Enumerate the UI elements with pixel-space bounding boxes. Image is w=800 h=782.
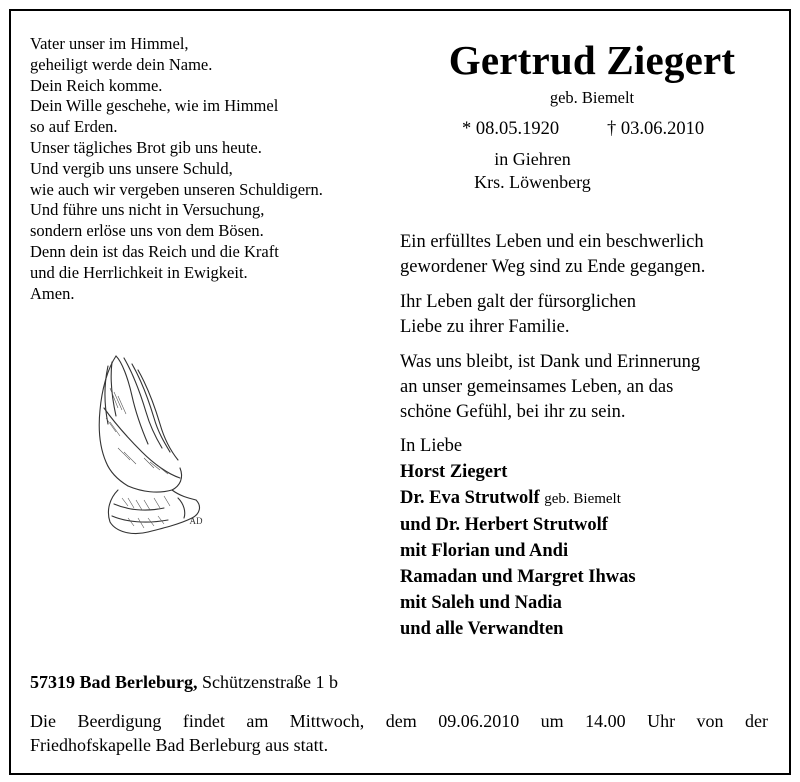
funeral-notice [30, 709, 768, 757]
mourner-name: und alle Verwandten [400, 619, 564, 639]
artist-monogram: AD [189, 516, 203, 526]
praying-hands-icon [88, 348, 213, 543]
tribute-line: gewordener Weg sind zu Ende gegangen. [400, 257, 706, 277]
lords-prayer [30, 34, 323, 304]
prayer-line: sondern erlöse uns von dem Bösen. [30, 221, 264, 241]
mourner-name: mit Florian und Andi [400, 541, 569, 561]
mourner-name: Horst Ziegert [400, 462, 508, 482]
mourner-name: Dr. Eva Strutwolf [400, 488, 540, 508]
prayer-line: Dein Reich komme. [30, 75, 163, 95]
mourner-maiden-name: geb. Biemelt [544, 491, 621, 507]
tribute-paragraph [400, 230, 705, 280]
prayer-line: Und vergib uns unsere Schuld, [30, 158, 233, 178]
death-date: † 03.06.2010 [607, 119, 705, 139]
prayer-line: und die Herrlichkeit in Ewigkeit. [30, 262, 248, 282]
funeral-line: Die Beerdigung findet am Mittwoch, dem 09.06.2010 um 14.00 Uhr von der [30, 711, 768, 731]
tribute-line: an unser gemeinsames Leben, an das [400, 377, 674, 397]
prayer-line: Amen. [30, 283, 75, 303]
tribute-line: schöne Gefühl, bei ihr zu sein. [400, 402, 626, 422]
tribute-line: Ein erfülltes Leben und ein beschwerlich [400, 232, 704, 252]
prayer-line: geheiligt werde dein Name. [30, 54, 213, 74]
mourners-list [400, 433, 636, 642]
tribute-line: Ihr Leben galt der fürsorglichen [400, 292, 636, 312]
mourner-name: Ramadan und Margret Ihwas [400, 567, 636, 587]
prayer-line: so auf Erden. [30, 117, 118, 137]
deceased-name: Gertrud Ziegert [448, 37, 736, 83]
tribute-line: Liebe zu ihrer Familie. [400, 317, 570, 337]
mourners-intro: In Liebe [400, 436, 463, 456]
tribute-line: Was uns bleibt, ist Dank und Erinnerung [400, 352, 701, 372]
prayer-line: Dein Wille geschehe, wie im Himmel [30, 96, 279, 116]
funeral-line: Friedhofskapelle Bad Berleburg aus statt. [30, 735, 329, 755]
birth-place-town: in Giehren [494, 149, 571, 169]
maiden-name: geb. Biemelt [549, 88, 635, 107]
family-address [30, 672, 338, 693]
prayer-line: Denn dein ist das Reich und die Kraft [30, 241, 279, 261]
mourner-name: und Dr. Herbert Strutwolf [400, 515, 608, 535]
prayer-line: Unser tägliches Brot gib uns heute. [30, 137, 262, 157]
mourner-entry [400, 485, 636, 512]
birth-place [380, 148, 685, 194]
birth-place-district: Krs. Löwenberg [474, 172, 591, 192]
address-street: Schützenstraße 1 b [202, 672, 338, 692]
address-city: 57319 Bad Berleburg, [30, 672, 198, 692]
mourner-name: mit Saleh und Nadia [400, 593, 562, 613]
birth-date: * 08.05.1920 [462, 119, 560, 139]
prayer-line: wie auch wir vergeben unseren Schuldigern. [30, 179, 323, 199]
prayer-line: Und führe uns nicht in Versuchung, [30, 200, 265, 220]
tribute-paragraph [400, 350, 700, 425]
tribute-paragraph [400, 290, 636, 340]
prayer-line: Vater unser im Himmel, [30, 34, 189, 53]
